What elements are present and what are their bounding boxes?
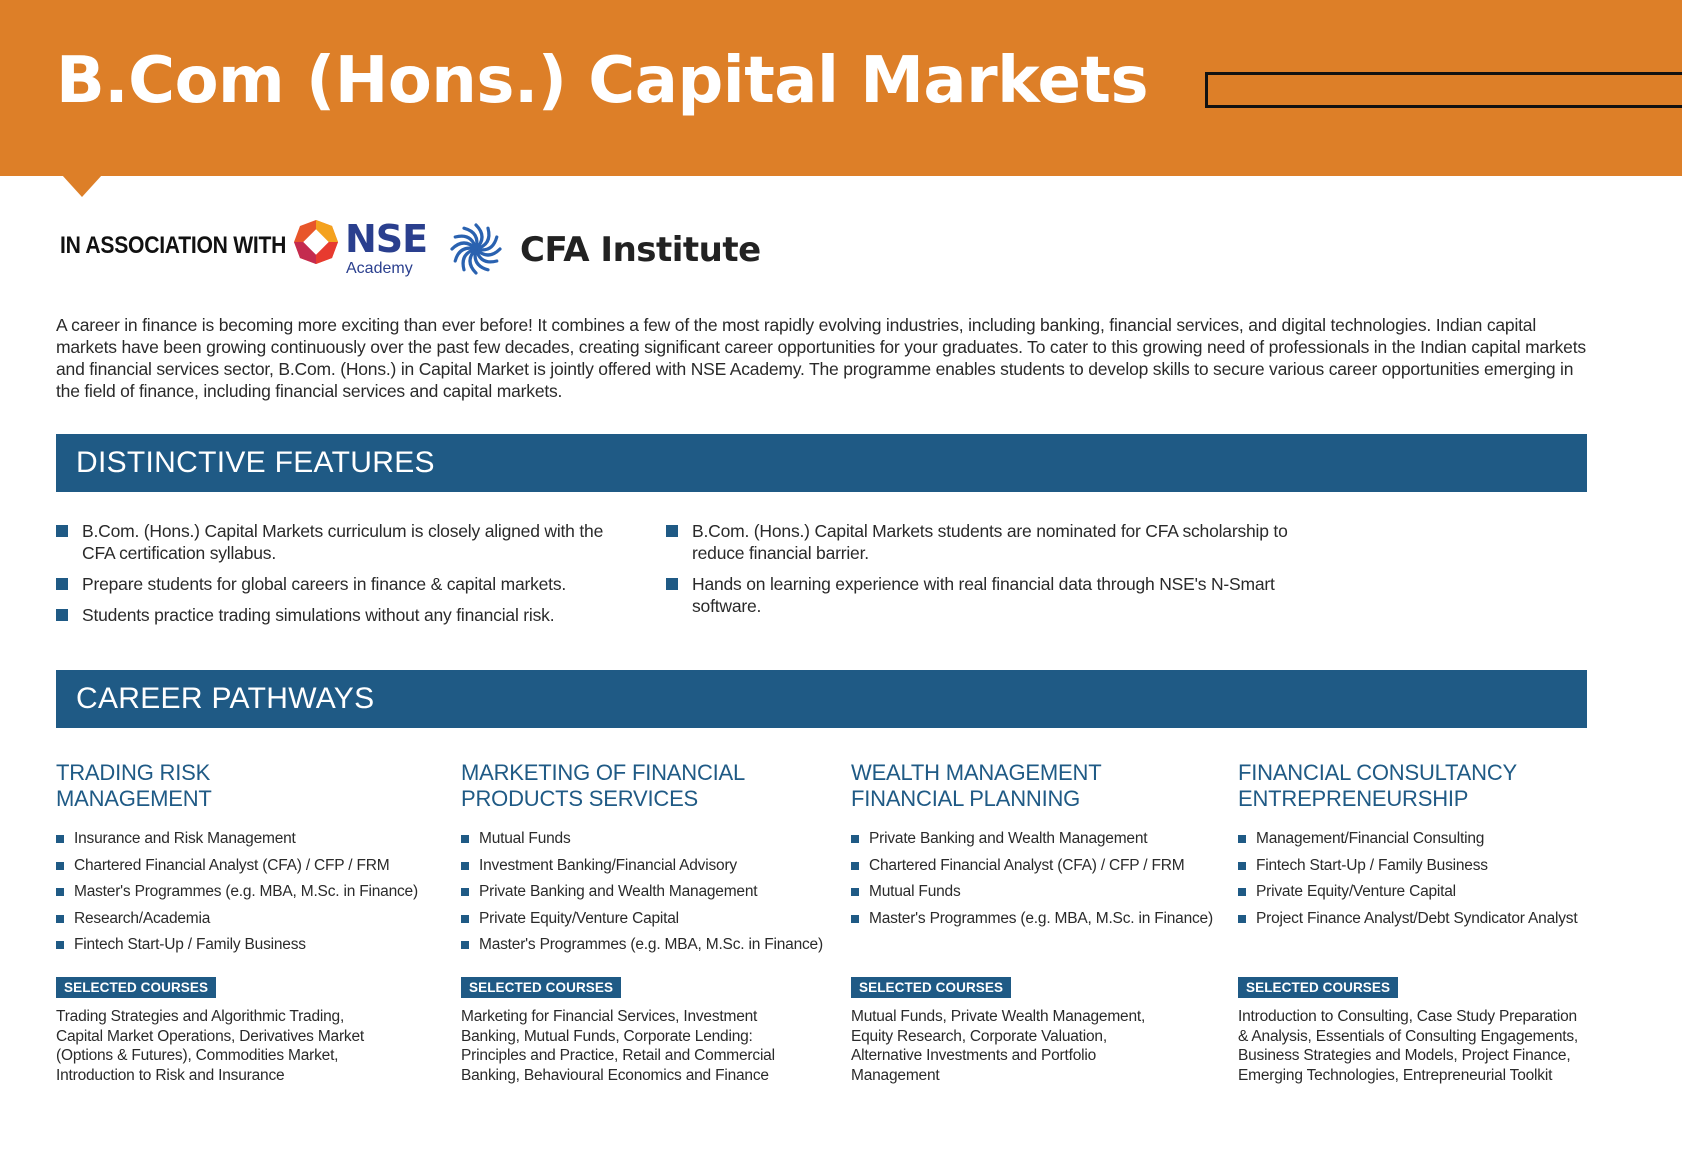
selected-courses-badge: SELECTED COURSES: [461, 977, 621, 998]
list-item: Chartered Financial Analyst (CFA) / CFP / FRM: [56, 856, 436, 876]
list-item: Private Banking and Wealth Management: [461, 882, 841, 902]
bullet-square-icon: [851, 862, 859, 870]
selected-courses-badge: SELECTED COURSES: [851, 977, 1011, 998]
bullet-square-icon: [1238, 862, 1246, 870]
list-item: Research/Academia: [56, 909, 436, 929]
bullet-square-icon: [851, 915, 859, 923]
list-item: Fintech Start-Up / Family Business: [1238, 856, 1618, 876]
section-bar-features: [56, 434, 1587, 492]
pathway-title: WEALTH MANAGEMENT FINANCIAL PLANNING: [851, 760, 1102, 811]
pathway-list: [56, 829, 436, 977]
bullet-square-icon: [461, 915, 469, 923]
pathway-title: FINANCIAL CONSULTANCY ENTREPRENEURSHIP: [1238, 760, 1517, 811]
bullet-square-icon: [461, 941, 469, 949]
bullet-square-icon: [461, 835, 469, 843]
selected-courses-badge: SELECTED COURSES: [1238, 977, 1398, 998]
nse-academy-sub: Academy: [346, 260, 413, 277]
list-item: Private Equity/Venture Capital: [461, 909, 841, 929]
bullet-square-icon: [56, 578, 68, 590]
bullet-square-icon: [666, 578, 678, 590]
section-title-pathways: CAREER PATHWAYS: [76, 682, 375, 715]
list-item: Management/Financial Consulting: [1238, 829, 1618, 849]
section-bar-pathways: [56, 670, 1587, 728]
selected-courses-text: Trading Strategies and Algorithmic Trading, Capital Market Operations, Derivatives Market (Options & Futures), Commodities Market, Introduction to Risk and Insurance: [56, 1008, 365, 1084]
pathway-column-wealth: [851, 760, 1216, 1085]
selected-courses-text: Mutual Funds, Private Wealth Management, Equity Research, Corporate Valuation, Alternative Investments and Portfolio Management: [851, 1008, 1146, 1084]
header-decorative-box: [1205, 72, 1682, 108]
feature-item: B.Com. (Hons.) Capital Markets students are nominated for CFA scholarship to reduce financial barrier.: [666, 520, 1326, 564]
feature-item: B.Com. (Hons.) Capital Markets curriculum is closely aligned with the CFA certification syllabus.: [56, 520, 616, 564]
bullet-square-icon: [56, 941, 64, 949]
feature-item: Prepare students for global careers in finance & capital markets.: [56, 573, 616, 595]
pathway-title: MARKETING OF FINANCIAL PRODUCTS SERVICES: [461, 760, 746, 811]
bullet-square-icon: [461, 888, 469, 896]
bullet-square-icon: [1238, 915, 1246, 923]
bullet-square-icon: [1238, 835, 1246, 843]
list-item: Chartered Financial Analyst (CFA) / CFP / FRM: [851, 856, 1216, 876]
pathway-list: [851, 829, 1216, 977]
list-item: Mutual Funds: [851, 882, 1216, 902]
bullet-square-icon: [56, 888, 64, 896]
selected-courses-badge: SELECTED COURSES: [56, 977, 216, 998]
bullet-square-icon: [56, 862, 64, 870]
list-item: Fintech Start-Up / Family Business: [56, 935, 436, 955]
bullet-square-icon: [666, 525, 678, 537]
list-item: Project Finance Analyst/Debt Syndicator Analyst: [1238, 909, 1618, 929]
header-pointer: [62, 175, 102, 197]
association-label: IN ASSOCIATION WITH: [60, 232, 287, 259]
bullet-square-icon: [1238, 888, 1246, 896]
intro-paragraph: A career in finance is becoming more exciting than ever before! It combines a few of the most rapidly evolving industries, including banking, financial services, and digital technologies. Indian capital markets have been growing continuously over the past few decades, creating significant career opportunities for your graduates. To cater to this growing need of professionals in the Indian capital markets and financial services sector, B.Com. (Hons.) in Capital Market is jointly offered with NSE Academy. The programme enables students to develop skills to secure various career opportunities emerging in the field of finance, including financial services and capital markets.: [56, 315, 1586, 401]
page-title: B.Com (Hons.) Capital Markets: [56, 44, 1149, 118]
selected-courses-text: Introduction to Consulting, Case Study Preparation & Analysis, Essentials of Consulting Engagements, Business Strategies and Models, Project Finance, Emerging Technologies, Entrepreneurial Toolkit: [1238, 1008, 1579, 1084]
bullet-square-icon: [851, 888, 859, 896]
list-item: Private Equity/Venture Capital: [1238, 882, 1618, 902]
selected-courses-text: Marketing for Financial Services, Investment Banking, Mutual Funds, Corporate Lending: Principles and Practice, Retail and Commercial Banking, Behavioural Economics and Finance: [461, 1008, 775, 1084]
nse-academy-logo-icon: [292, 218, 340, 266]
feature-item: Students practice trading simulations without any financial risk.: [56, 604, 616, 626]
pathway-list: [461, 829, 841, 977]
section-title-features: DISTINCTIVE FEATURES: [76, 446, 435, 479]
list-item: Mutual Funds: [461, 829, 841, 849]
cfa-wordmark: CFA Institute: [520, 230, 761, 270]
list-item: Investment Banking/Financial Advisory: [461, 856, 841, 876]
bullet-square-icon: [461, 862, 469, 870]
pathway-column-trading: [56, 760, 436, 1085]
list-item: Insurance and Risk Management: [56, 829, 436, 849]
pathway-title: TRADING RISK MANAGEMENT: [56, 760, 212, 811]
list-item: Master's Programmes (e.g. MBA, M.Sc. in Finance): [851, 909, 1216, 929]
nse-wordmark: NSE: [345, 217, 428, 261]
bullet-square-icon: [851, 835, 859, 843]
pathway-column-marketing: [461, 760, 841, 1085]
features-list-right: [666, 520, 1326, 626]
bullet-square-icon: [56, 915, 64, 923]
cfa-institute-logo-icon: [444, 217, 508, 281]
list-item: Master's Programmes (e.g. MBA, M.Sc. in Finance): [461, 935, 841, 955]
bullet-square-icon: [56, 609, 68, 621]
pathway-list: [1238, 829, 1618, 977]
bullet-square-icon: [56, 835, 64, 843]
list-item: Master's Programmes (e.g. MBA, M.Sc. in Finance): [56, 882, 436, 902]
feature-item: Hands on learning experience with real financial data through NSE's N-Smart software.: [666, 573, 1326, 617]
features-list-left: [56, 520, 616, 635]
list-item: Private Banking and Wealth Management: [851, 829, 1216, 849]
pathway-column-consultancy: [1238, 760, 1618, 1085]
bullet-square-icon: [56, 525, 68, 537]
